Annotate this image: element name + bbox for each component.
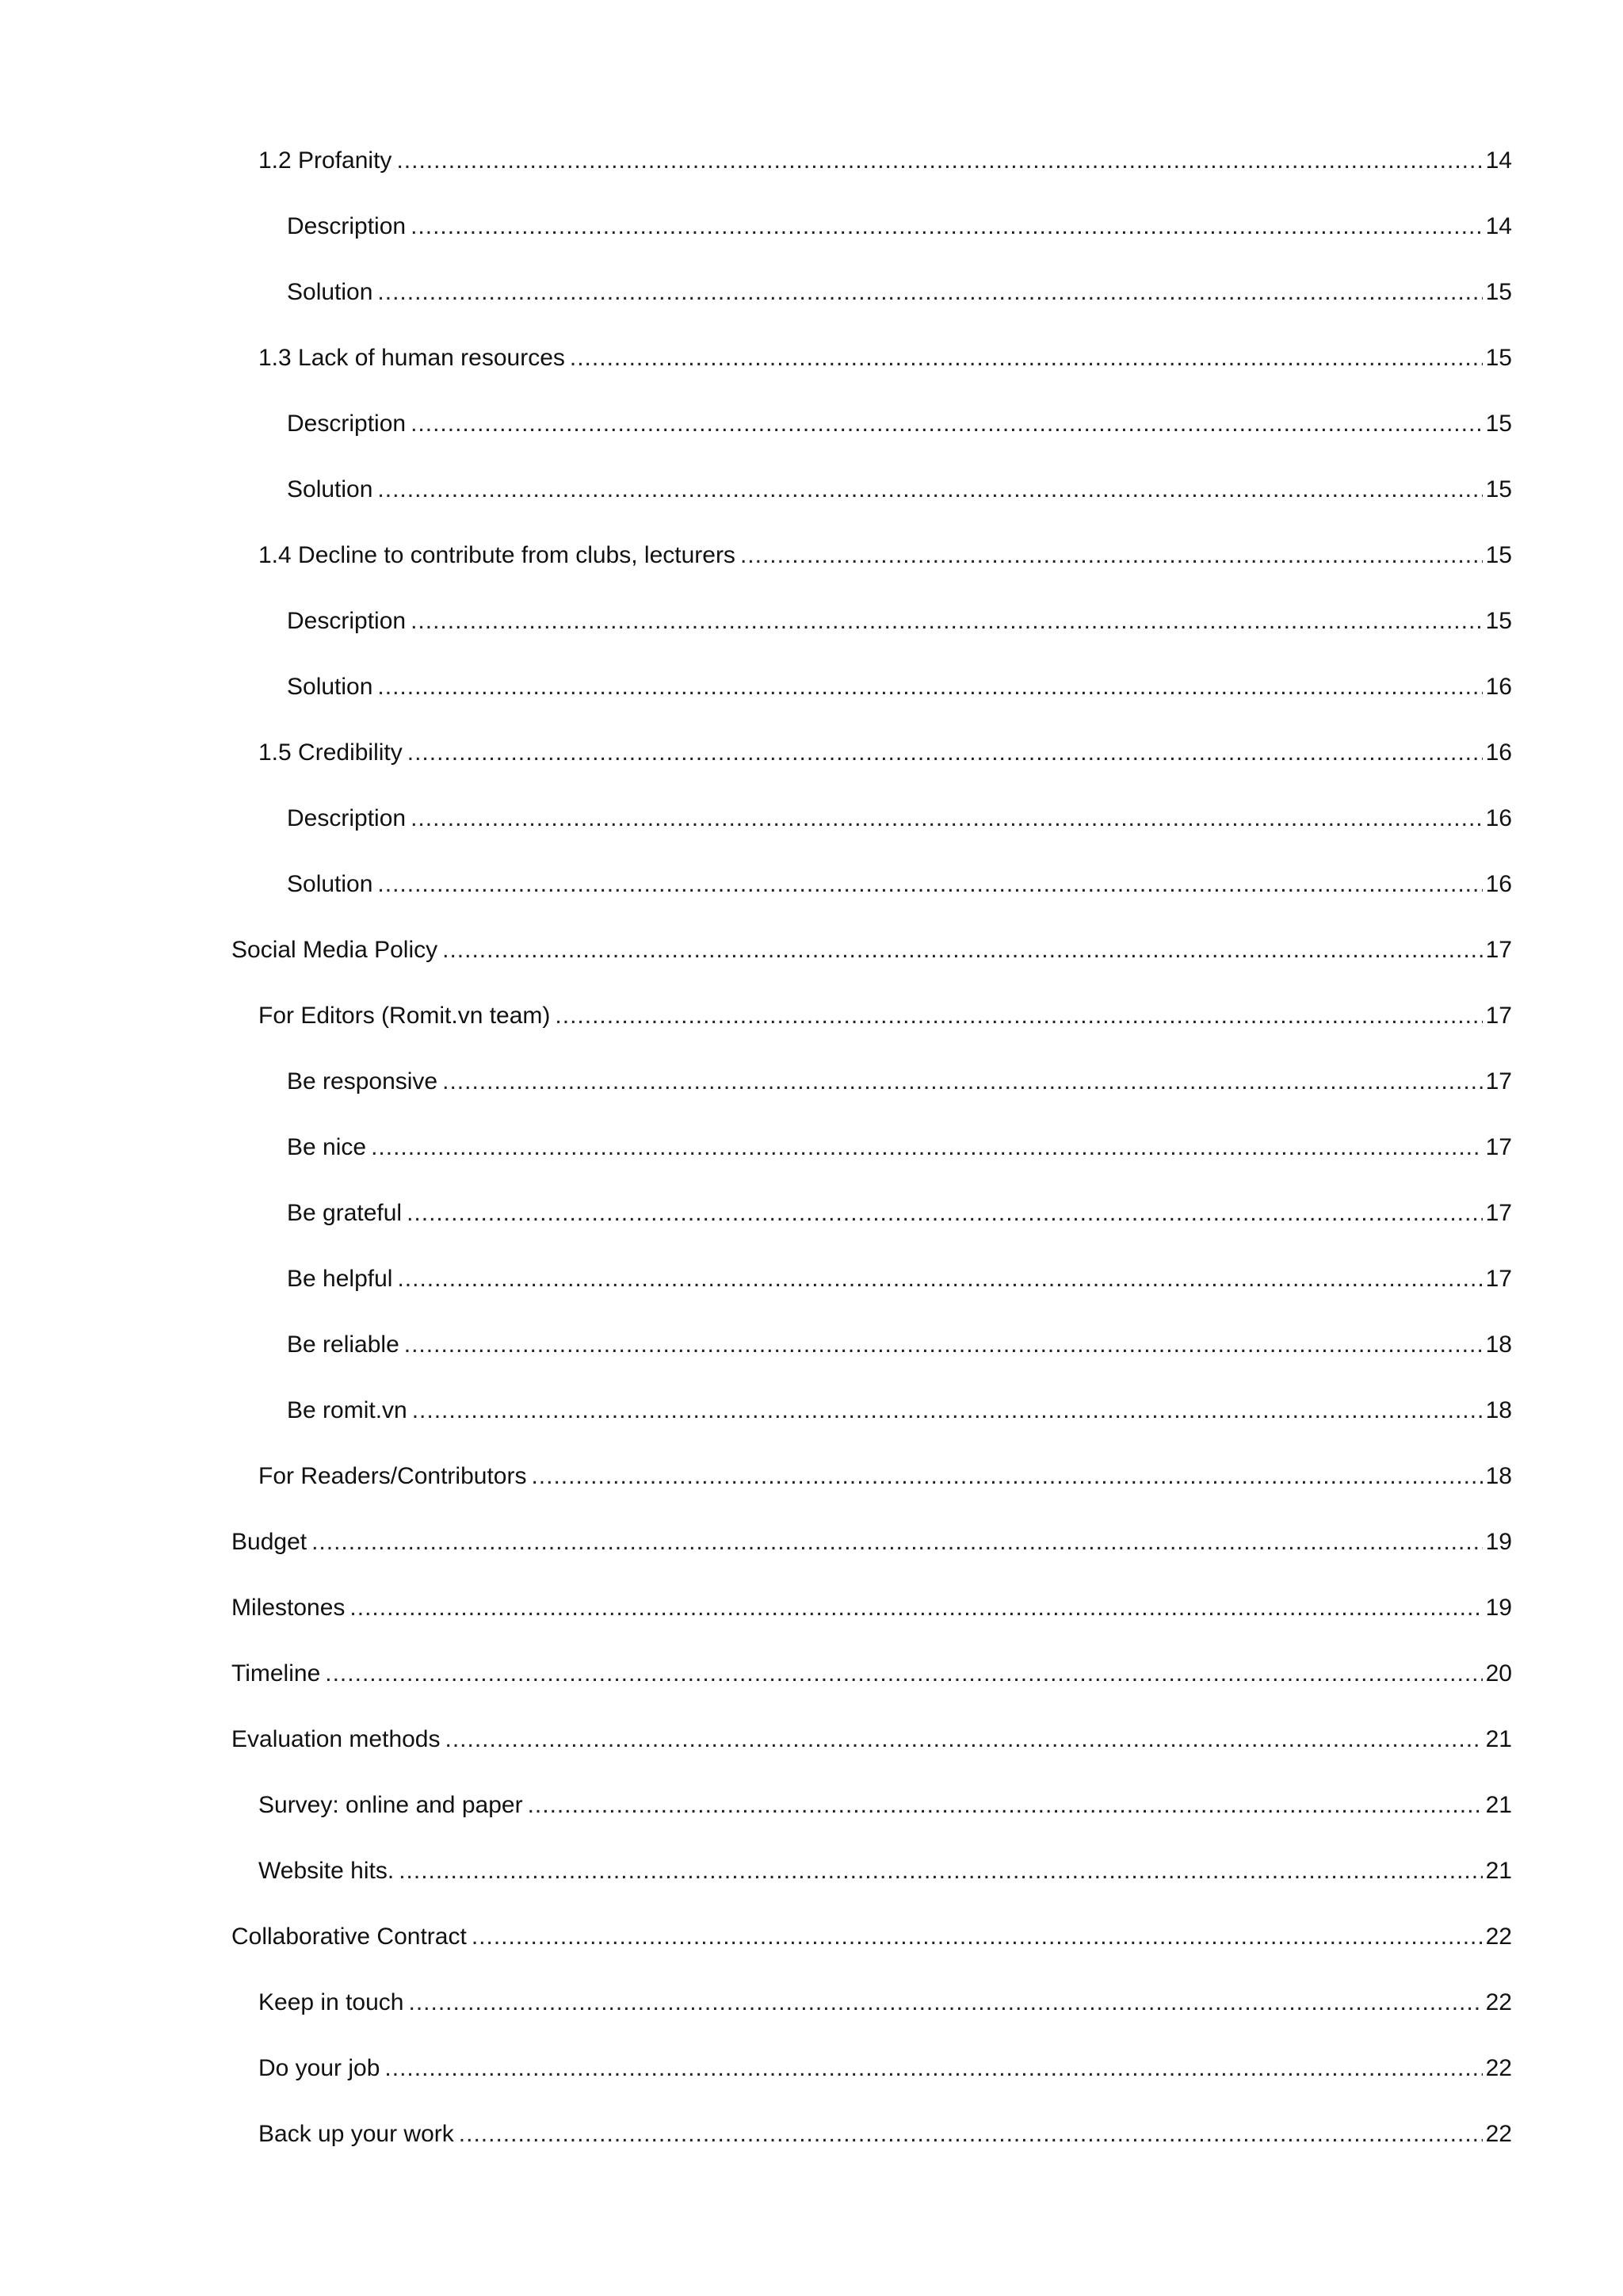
toc-entry-title: Do your job: [258, 2055, 380, 2081]
toc-entry[interactable]: [231, 1991, 1512, 2057]
toc-page-number: 15: [1485, 411, 1512, 437]
toc-entry[interactable]: [231, 1662, 1512, 1728]
toc-page-number: 16: [1485, 739, 1512, 766]
toc-page-number: 16: [1485, 805, 1512, 831]
toc-page-number: 15: [1485, 476, 1512, 502]
toc-dot-leader: [397, 1267, 1482, 1291]
toc-entry[interactable]: [231, 412, 1512, 478]
toc-dot-leader: [531, 1465, 1482, 1488]
toc-entry-title: Description: [287, 608, 407, 634]
toc-page-number: 17: [1485, 1200, 1512, 1226]
toc-dot-leader: [349, 1596, 1482, 1620]
toc-dot-leader: [377, 873, 1482, 896]
toc-entry-title: Budget: [231, 1529, 307, 1555]
toc-dot-leader: [411, 807, 1483, 831]
toc-entry-title: 1.5 Credibility: [258, 739, 403, 766]
toc-page-number: 18: [1485, 1331, 1512, 1358]
toc-entry[interactable]: [231, 149, 1512, 215]
toc-entry-title: Survey: online and paper: [258, 1792, 523, 1818]
toc-entry[interactable]: [231, 741, 1512, 807]
toc-dot-leader: [528, 1794, 1483, 1817]
toc-entry[interactable]: [231, 1530, 1512, 1596]
toc-entry-title: Be reliable: [287, 1331, 399, 1358]
toc-entry-title: Social Media Policy: [231, 937, 438, 963]
toc-page-number: 15: [1485, 345, 1512, 371]
toc-page-number: 18: [1485, 1463, 1512, 1489]
toc-entry-title: For Readers/Contributors: [258, 1463, 527, 1489]
toc-entry-title: Collaborative Contract: [231, 1924, 467, 1950]
toc-entry[interactable]: [231, 1859, 1512, 1925]
toc-entry-title: Solution: [287, 674, 373, 700]
toc-entry-title: 1.3 Lack of human resources: [258, 345, 565, 371]
toc-entry[interactable]: [231, 1925, 1512, 1991]
toc-entry[interactable]: [231, 1201, 1512, 1267]
toc-dot-leader: [311, 1530, 1483, 1554]
toc-dot-leader: [404, 1333, 1483, 1357]
toc-dot-leader: [555, 1004, 1482, 1028]
toc-entry-title: Keep in touch: [258, 1989, 404, 2015]
toc-entry[interactable]: [231, 1333, 1512, 1399]
toc-entry[interactable]: [231, 807, 1512, 873]
toc-dot-leader: [740, 544, 1483, 567]
toc-entry-title: Be helpful: [287, 1266, 393, 1292]
toc-dot-leader: [442, 938, 1483, 962]
toc-entry-title: Timeline: [231, 1660, 321, 1687]
toc-dot-leader: [377, 281, 1482, 304]
toc-dot-leader: [399, 1859, 1482, 1883]
toc-page-number: 17: [1485, 1266, 1512, 1292]
toc-entry[interactable]: [231, 1399, 1512, 1465]
toc-entry-title: Be romit.vn: [287, 1397, 407, 1423]
toc-entry[interactable]: [231, 1267, 1512, 1333]
toc-dot-leader: [371, 1136, 1483, 1159]
toc-page-number: 16: [1485, 871, 1512, 897]
toc-page-number: 15: [1485, 542, 1512, 568]
toc-page-number: 21: [1485, 1726, 1512, 1752]
toc-dot-leader: [396, 149, 1482, 173]
toc-entry[interactable]: [231, 2057, 1512, 2122]
table-of-contents: [231, 149, 1512, 2188]
toc-dot-leader: [408, 1991, 1482, 2015]
toc-entry-title: Description: [287, 411, 407, 437]
toc-entry[interactable]: [231, 675, 1512, 741]
toc-dot-leader: [445, 1728, 1483, 1752]
toc-entry[interactable]: [231, 609, 1512, 675]
toc-entry-title: Description: [287, 213, 407, 239]
toc-entry-title: Back up your work: [258, 2121, 454, 2147]
toc-page-number: 22: [1485, 2055, 1512, 2081]
toc-dot-leader: [411, 412, 1483, 436]
toc-page-number: 22: [1485, 1924, 1512, 1950]
toc-dot-leader: [411, 215, 1483, 239]
toc-page-number: 21: [1485, 1858, 1512, 1884]
toc-dot-leader: [459, 2122, 1483, 2146]
toc-entry[interactable]: [231, 544, 1512, 609]
toc-entry-title: For Editors (Romit.vn team): [258, 1003, 551, 1029]
toc-page-number: 20: [1485, 1660, 1512, 1687]
toc-entry-title: 1.4 Decline to contribute from clubs, lecturers: [258, 542, 735, 568]
toc-entry-title: Milestones: [231, 1595, 346, 1621]
toc-entry[interactable]: [231, 1465, 1512, 1530]
toc-page-number: 21: [1485, 1792, 1512, 1818]
toc-entry-title: Solution: [287, 871, 373, 897]
toc-entry[interactable]: [231, 1596, 1512, 1662]
toc-entry[interactable]: [231, 938, 1512, 1004]
toc-page-number: 16: [1485, 674, 1512, 700]
toc-entry-title: Be responsive: [287, 1068, 438, 1095]
toc-entry[interactable]: [231, 1004, 1512, 1070]
toc-entry[interactable]: [231, 873, 1512, 938]
toc-entry[interactable]: [231, 215, 1512, 281]
toc-entry[interactable]: [231, 281, 1512, 346]
toc-dot-leader: [411, 609, 1483, 633]
toc-page-number: 15: [1485, 608, 1512, 634]
toc-entry[interactable]: [231, 1728, 1512, 1794]
toc-dot-leader: [407, 1201, 1483, 1225]
toc-dot-leader: [570, 346, 1483, 370]
toc-dot-leader: [472, 1925, 1483, 1949]
toc-entry-title: Solution: [287, 476, 373, 502]
toc-page-number: 19: [1485, 1595, 1512, 1621]
toc-page-number: 17: [1485, 1134, 1512, 1160]
toc-entry[interactable]: [231, 478, 1512, 544]
toc-page-number: 17: [1485, 1068, 1512, 1095]
toc-page-number: 17: [1485, 1003, 1512, 1029]
toc-entry-title: Solution: [287, 279, 373, 305]
toc-entry[interactable]: [231, 2122, 1512, 2188]
toc-dot-leader: [384, 2057, 1482, 2080]
toc-page-number: 15: [1485, 279, 1512, 305]
toc-entry-title: Be grateful: [287, 1200, 403, 1226]
toc-dot-leader: [412, 1399, 1483, 1423]
toc-dot-leader: [377, 478, 1482, 502]
toc-dot-leader: [377, 675, 1482, 699]
toc-entry-title: Description: [287, 805, 407, 831]
toc-entry-title: Website hits.: [258, 1858, 395, 1884]
toc-page-number: 18: [1485, 1397, 1512, 1423]
toc-page-number: 22: [1485, 1989, 1512, 2015]
toc-entry-title: Be nice: [287, 1134, 367, 1160]
toc-entry-title: Evaluation methods: [231, 1726, 441, 1752]
toc-dot-leader: [325, 1662, 1482, 1686]
toc-entry[interactable]: [231, 1070, 1512, 1136]
toc-entry[interactable]: [231, 1794, 1512, 1859]
toc-dot-leader: [442, 1070, 1483, 1094]
toc-entry[interactable]: [231, 346, 1512, 412]
toc-page-number: 14: [1485, 147, 1512, 174]
toc-dot-leader: [407, 741, 1483, 765]
toc-entry-title: 1.2 Profanity: [258, 147, 392, 174]
toc-page-number: 19: [1485, 1529, 1512, 1555]
toc-entry[interactable]: [231, 1136, 1512, 1201]
toc-page-number: 22: [1485, 2121, 1512, 2147]
toc-page-number: 17: [1485, 937, 1512, 963]
toc-page-number: 14: [1485, 213, 1512, 239]
